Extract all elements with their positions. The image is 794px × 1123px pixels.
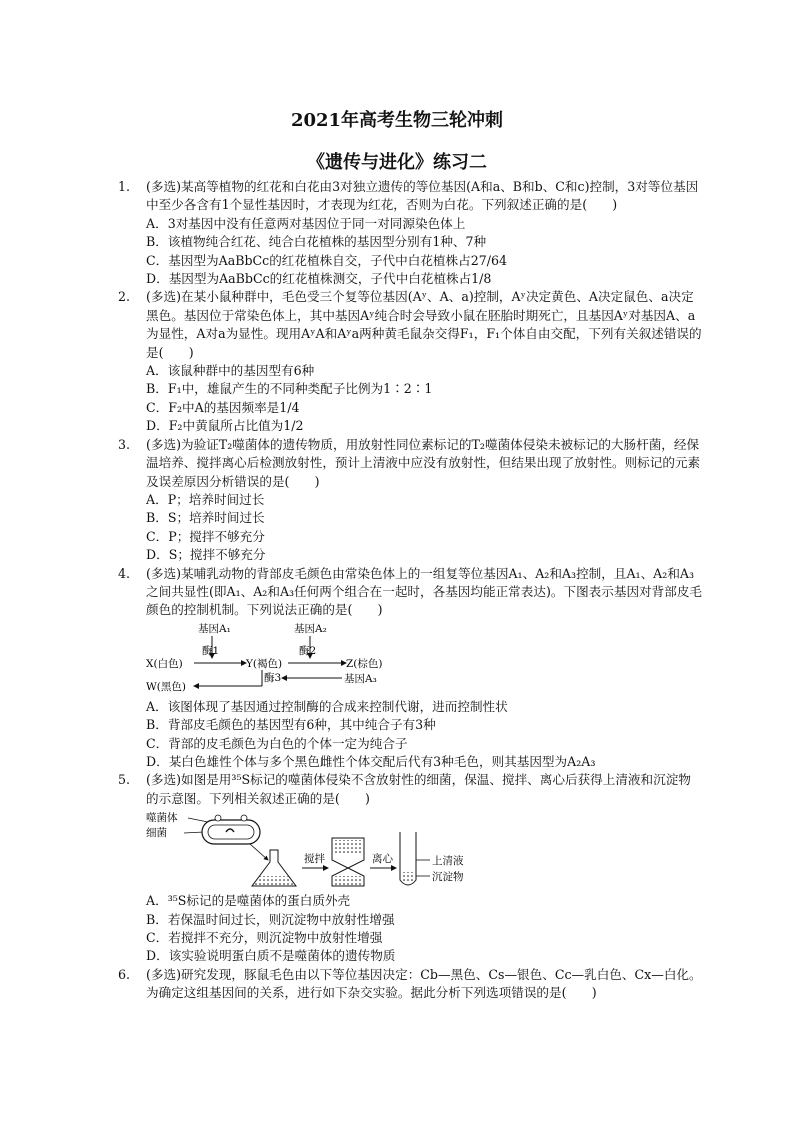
option-d: D．基因型为AaBbCc的红花植株测交，子代中白花植株占1/8 xyxy=(146,271,492,287)
enzyme-1-label: 酶1 xyxy=(202,644,220,657)
transfer-arrow xyxy=(250,844,268,860)
phage-experiment-diagram xyxy=(146,810,506,890)
option-b: B．若保温时间过长，则沉淀物中放射性增强 xyxy=(146,911,395,927)
question-5 xyxy=(118,771,702,965)
option-a: A．³⁵S标记的是噬菌体的蛋白质外壳 xyxy=(146,893,351,909)
option-list xyxy=(146,215,702,289)
option-list xyxy=(146,698,702,772)
option-c: C．背部的皮毛颜色为白色的个体一定为纯合子 xyxy=(146,735,408,751)
option-list xyxy=(146,491,702,565)
page-title: 2021年高考生物三轮冲刺 xyxy=(290,110,504,131)
stir-label: 搅拌 xyxy=(304,853,325,866)
phage-label: 噬菌体 xyxy=(146,812,178,825)
phage-icon xyxy=(215,815,221,821)
question-number: 3. xyxy=(118,436,131,452)
option-c: C．基因型为AaBbCc的红花植株自交，子代中白花植株占27/64 xyxy=(146,252,508,268)
option-c: C．若搅拌不充分，则沉淀物中放射性增强 xyxy=(146,930,383,945)
option-a: A．3对基因中没有任意两对基因位于同一对同源染色体上 xyxy=(146,215,466,231)
question-number: 1. xyxy=(118,179,131,194)
option-a: A．该鼠种群中的基因型有6种 xyxy=(146,363,315,379)
question-number: 2. xyxy=(118,289,131,305)
y-brown-label: Y(褐色) xyxy=(246,657,283,670)
question-number: 6. xyxy=(118,966,131,982)
bacterium-cell xyxy=(202,820,260,844)
question-stem: (多选)如图是用³⁵S标记的噬菌体侵染不含放射性的细菌，保温、搅拌、离心后获得上清液和沉淀物的示意图。下列相关叙述正确的是( ) xyxy=(146,772,691,806)
option-list xyxy=(146,362,702,436)
question-number: 5. xyxy=(118,772,131,788)
question-4 xyxy=(118,565,702,772)
question-6 xyxy=(118,966,702,1003)
option-a: A．P；培养时间过长 xyxy=(146,491,265,507)
gene-a1-label: 基因A₁ xyxy=(198,622,231,635)
supernatant-label: 上清液 xyxy=(432,855,464,868)
question-stem: (多选)某高等植物的红花和白花由3对独立遗传的等位基因(A和a、B和b、C和c)控制，3对等位基因中至少各含有1个显性基因时，才表现为红花，否则为白花。下列叙述正确的是( ) xyxy=(146,179,699,213)
x-white-label: X(白色) xyxy=(146,657,183,670)
option-d: D．某白色雄性个体与多个黑色雌性个体交配后代有3种毛色，则其基因型为A₂A₃ xyxy=(146,753,596,769)
w-black-label: W(黑色) xyxy=(146,680,186,693)
question-1 xyxy=(118,178,702,288)
page-subtitle: 《遗传与进化》练习二 xyxy=(307,152,487,173)
sediment-label: 沉淀物 xyxy=(432,871,464,884)
blender-bottom xyxy=(334,876,362,885)
option-a: A．该图体现了基因通过控制酶的合成来控制代谢，进而控制性状 xyxy=(146,698,508,714)
phage-icon xyxy=(241,815,247,821)
enzyme-3-label: 酶3 xyxy=(264,671,282,684)
option-d: D．F₂中黄鼠所占比值为1/2 xyxy=(146,418,304,434)
tube-sediment xyxy=(401,872,415,882)
question-stem: (多选)为验证T₂噬菌体的遗传物质，用放射性同位素标记的T₂噬菌体侵染未被标记的大肠杆菌，经保温培养、搅拌离心后检测放射性，预计上清液中应没有放射性，但结果出现了放射性。则标记的元素及误差原因分析错误的是( ) xyxy=(146,436,701,489)
option-list xyxy=(146,892,702,966)
z-tan-label: Z(棕色) xyxy=(346,657,383,670)
option-d: D．S；搅拌不够充分 xyxy=(146,547,266,563)
enzyme-2-label: 酶2 xyxy=(299,644,317,657)
gene-a3-label: 基因A₃ xyxy=(344,672,377,685)
bacteria-label: 细菌 xyxy=(146,827,167,840)
question-number: 4. xyxy=(118,565,131,581)
phage-pointer xyxy=(188,818,208,822)
flask-culture xyxy=(252,876,296,886)
option-c: C．P；搅拌不够充分 xyxy=(146,528,265,544)
option-b: B．背部皮毛颜色的基因型有6种，其中纯合子有3种 xyxy=(146,717,436,733)
option-d: D．该实验说明蛋白质不是噬菌体的遗传物质 xyxy=(146,948,396,964)
question-stem: (多选)在某小鼠种群中，毛色受三个复等位基因(Aʸ、A、a)控制，Aʸ决定黄色、A决定鼠色、a决定黑色。基因位于常染色体上，其中基因Aʸ纯合时会导致小鼠在胚胎时期死亡，且基因Aʸ对基因A、a为显性，A对a为显性。现用AʸA和Aʸa两种黄毛鼠杂交得F₁，F₁个体自由交配，下列有关叙述错误的是( ) xyxy=(146,289,702,360)
gene-pathway-diagram xyxy=(146,622,406,696)
bacteria-pointer xyxy=(184,832,204,833)
option-b: B．该植物纯合红花、纯合白花植株的基因型分别有1种、7种 xyxy=(146,234,487,250)
question-3 xyxy=(118,436,702,565)
option-b: B．S；培养时间过长 xyxy=(146,510,265,526)
blender-mixture xyxy=(334,840,362,854)
option-b: B．F₁中，雄鼠产生的不同种类配子比例为1∶2∶1 xyxy=(146,381,433,397)
question-2 xyxy=(118,288,702,435)
question-stem: (多选)某哺乳动物的背部皮毛颜色由常染色体上的一组复等位基因A₁、A₂和A₃控制，且A₁、A₂和A₃之间共显性(即A₁、A₂和A₃任何两个组合在一起时，各基因均能正常表达)。下图表示基因对背部皮毛颜色的控制机制。下列说法正确的是( ) xyxy=(146,565,703,618)
option-c: C．F₂中A的基因频率是1/4 xyxy=(146,399,300,415)
centrifuge-label: 离心 xyxy=(372,853,393,866)
question-stem: (多选)研究发现，豚鼠毛色由以下等位基因决定：Cb—黑色、Cs—银色、Cc—乳白色、Cx—白化。为确定这组基因间的关系，进行如下杂交实验。据此分析下列选项错误的是( ) xyxy=(146,966,702,1001)
gene-a2-label: 基因A₂ xyxy=(294,622,327,635)
question-list xyxy=(118,178,702,1003)
